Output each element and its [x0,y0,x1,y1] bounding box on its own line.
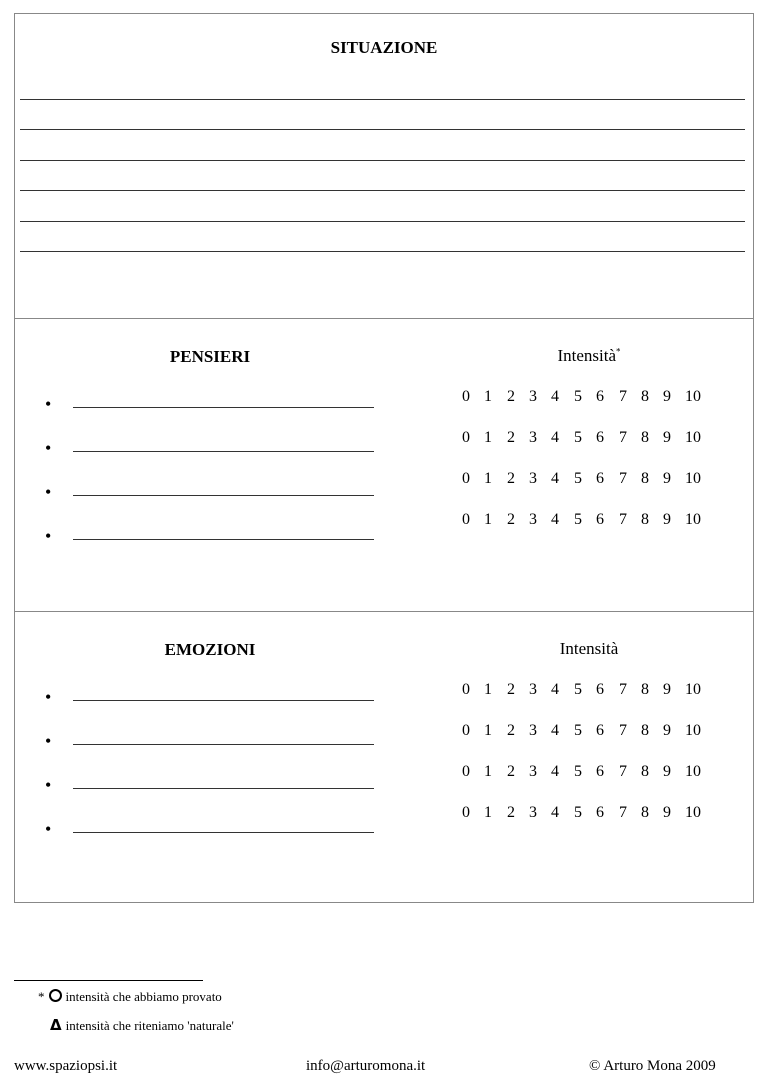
intensity-scale [455,470,705,490]
intensity-scale [455,388,705,408]
intensity-option[interactable]: 3 [529,722,537,739]
intensity-scale [455,511,705,531]
intensity-option[interactable]: 7 [619,429,627,446]
intensity-option[interactable]: 6 [596,511,604,528]
section-emozioni [15,611,753,902]
list-item [45,479,385,501]
intensity-option[interactable]: 8 [641,388,649,405]
intensity-option[interactable]: 2 [507,804,515,821]
intensity-option[interactable]: 5 [574,470,582,487]
intensity-option[interactable]: 4 [551,429,559,446]
emozioni-intensity-label: Intensità [559,639,619,658]
intensity-option[interactable]: 7 [619,804,627,821]
intensity-option[interactable]: 6 [596,388,604,405]
intensity-option[interactable]: 4 [551,470,559,487]
footer-website[interactable]: www.spaziopsi.it [14,1058,118,1074]
intensity-option[interactable]: 4 [551,511,559,528]
intensity-option[interactable]: 7 [619,722,627,739]
intensity-option[interactable]: 2 [507,722,515,739]
intensity-option[interactable]: 0 [462,681,470,698]
intensity-scale [455,681,705,701]
intensity-option[interactable]: 4 [551,763,559,780]
bullet-icon: • [45,394,52,414]
intensity-option[interactable]: 7 [619,681,627,698]
intensity-option[interactable]: 5 [574,511,582,528]
intensity-option[interactable]: 5 [574,681,582,698]
intensity-option[interactable]: 7 [619,470,627,487]
intensity-option[interactable]: 0 [462,763,470,780]
intensity-option[interactable]: 2 [507,429,515,446]
intensity-option[interactable]: 5 [574,429,582,446]
bullet-icon: • [45,775,52,795]
intensity-option[interactable]: 8 [641,681,649,698]
intensity-option[interactable]: 0 [462,470,470,487]
intensity-option[interactable]: 3 [529,681,537,698]
intensity-option[interactable]: 10 [685,681,701,698]
intensity-option[interactable]: 7 [619,763,627,780]
footnote-rule [14,980,203,981]
list-item [45,435,385,457]
intensity-option[interactable]: 8 [641,470,649,487]
intensity-option[interactable]: 3 [529,511,537,528]
section-situazione [15,14,753,319]
intensity-option[interactable]: 8 [641,763,649,780]
intensity-option[interactable]: 4 [551,722,559,739]
pensieri-intensity-label: Intensità* [557,346,621,365]
worksheet-form [14,13,754,903]
intensity-option[interactable]: 5 [574,804,582,821]
footnote-circle-text: intensità che abbiamo provato [65,989,222,1004]
intensity-option[interactable]: 9 [663,722,671,739]
intensity-option[interactable]: 1 [484,722,492,739]
intensity-option[interactable]: 0 [462,511,470,528]
situazione-write-line[interactable] [20,99,745,100]
intensity-option[interactable]: 2 [507,511,515,528]
situazione-write-line[interactable] [20,251,745,252]
intensity-option[interactable]: 1 [484,429,492,446]
bullet-icon: • [45,687,52,707]
intensity-option[interactable]: 0 [462,429,470,446]
intensity-option[interactable]: 2 [507,388,515,405]
list-item [45,684,385,706]
footnote-triangle-text: intensità che riteniamo 'naturale' [65,1018,234,1033]
intensity-option[interactable]: 4 [551,804,559,821]
answer-line[interactable] [73,451,374,452]
intensity-option[interactable]: 6 [596,429,604,446]
answer-line[interactable] [73,744,374,745]
situazione-write-line[interactable] [20,129,745,130]
intensity-option[interactable]: 8 [641,429,649,446]
situazione-title: SITUAZIONE [330,38,438,57]
intensity-option[interactable]: 9 [663,429,671,446]
footer-copyright: © Arturo Mona 2009 [589,1058,716,1074]
bullet-icon: • [45,438,52,458]
answer-line[interactable] [73,832,374,833]
intensity-option[interactable]: 5 [574,763,582,780]
list-item [45,728,385,750]
bullet-icon: • [45,731,52,751]
footnote-star: * [38,989,45,1004]
intensity-option[interactable]: 3 [529,429,537,446]
intensity-option[interactable]: 4 [551,388,559,405]
intensity-option[interactable]: 6 [596,722,604,739]
intensity-option[interactable]: 3 [529,470,537,487]
intensity-option[interactable]: 9 [663,804,671,821]
intensity-option[interactable]: 1 [484,804,492,821]
list-item [45,816,385,838]
intensity-option[interactable]: 9 [663,763,671,780]
list-item [45,523,385,545]
bullet-icon: • [45,482,52,502]
pensieri-title: PENSIERI [169,347,251,366]
intensity-option[interactable]: 2 [507,681,515,698]
intensity-option[interactable]: 9 [663,681,671,698]
intensity-option[interactable]: 10 [685,763,701,780]
circle-icon [49,989,62,1002]
intensity-option[interactable]: 8 [641,511,649,528]
answer-line[interactable] [73,788,374,789]
answer-line[interactable] [73,495,374,496]
emozioni-title: EMOZIONI [164,640,256,659]
intensity-option[interactable]: 10 [685,722,701,739]
intensity-option[interactable]: 0 [462,388,470,405]
intensity-option[interactable]: 2 [507,470,515,487]
answer-line[interactable] [73,407,374,408]
intensity-option[interactable]: 6 [596,681,604,698]
intensity-option[interactable]: 8 [641,722,649,739]
intensity-option[interactable]: 9 [663,511,671,528]
intensity-option[interactable]: 0 [462,722,470,739]
intensity-option[interactable]: 6 [596,470,604,487]
intensity-option[interactable]: 7 [619,388,627,405]
intensity-option[interactable]: 1 [484,388,492,405]
intensity-scale [455,763,705,783]
intensity-scale [455,804,705,824]
footnote-triangle [38,1016,234,1034]
intensity-option[interactable]: 10 [685,429,701,446]
intensity-option[interactable]: 1 [484,511,492,528]
answer-line[interactable] [73,700,374,701]
intensity-option[interactable]: 3 [529,388,537,405]
intensity-option[interactable]: 1 [484,763,492,780]
list-item [45,391,385,413]
intensity-option[interactable]: 2 [507,763,515,780]
intensity-option[interactable]: 10 [685,511,701,528]
intensity-option[interactable]: 3 [529,804,537,821]
bullet-icon: • [45,526,52,546]
intensity-option[interactable]: 5 [574,722,582,739]
intensity-option[interactable]: 1 [484,470,492,487]
intensity-option[interactable]: 7 [619,511,627,528]
intensity-option[interactable]: 3 [529,763,537,780]
answer-line[interactable] [73,539,374,540]
footnote-circle [38,989,222,1005]
situazione-write-line[interactable] [20,190,745,191]
intensity-option[interactable]: 9 [663,470,671,487]
list-item [45,772,385,794]
intensity-option[interactable]: 10 [685,804,701,821]
intensity-option[interactable]: 10 [685,470,701,487]
intensity-option[interactable]: 8 [641,804,649,821]
intensity-option[interactable]: 0 [462,804,470,821]
intensity-option[interactable]: 6 [596,763,604,780]
intensity-option[interactable]: 5 [574,388,582,405]
intensity-option[interactable]: 10 [685,388,701,405]
intensity-option[interactable]: 9 [663,388,671,405]
intensity-option[interactable]: 6 [596,804,604,821]
intensity-option[interactable]: 1 [484,681,492,698]
footer-email[interactable]: info@arturomona.it [306,1058,426,1074]
intensity-option[interactable]: 4 [551,681,559,698]
intensity-scale [455,429,705,449]
triangle-icon: Δ [50,1016,62,1034]
situazione-write-line[interactable] [20,221,745,222]
situazione-write-line[interactable] [20,160,745,161]
bullet-icon: • [45,819,52,839]
section-pensieri [15,318,753,612]
intensity-scale [455,722,705,742]
